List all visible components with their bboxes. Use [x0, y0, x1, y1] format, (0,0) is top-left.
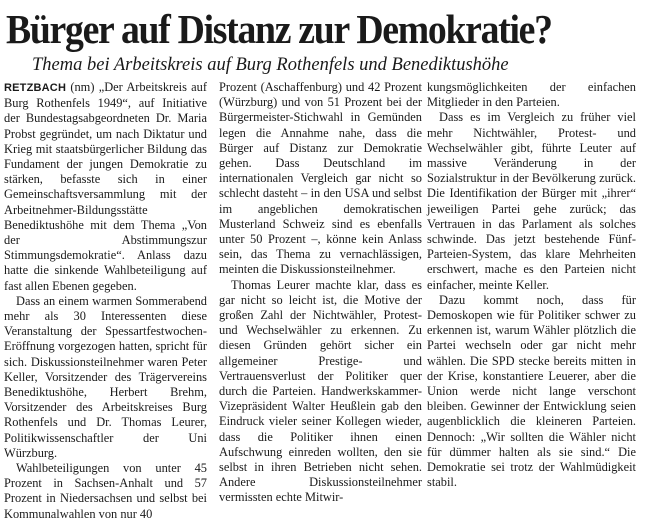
article-paragraph: [4, 80, 207, 294]
article-column-3: [427, 80, 636, 490]
article-headline: Bürger auf Distanz zur Demokratie?: [6, 6, 552, 52]
article-paragraph: Dazu kommt noch, dass für Demoskopen wie für Politiker schwer zu erkennen ist, warum Wähler plötzlich die Partei wechseln oder gar nicht mehr wählen. Die SPD stecke bereits mitten in der Krise, konstantiere Leuerer, aber die Union werde nicht lange verschont bleiben. Gewinner der Entwicklung seien augenblicklich die kleineren Parteien. Dennoch: „Wir sollten die Wähler nicht für dümmer halten als sie sind.“ Die Demokratie sei trotz der Wahlmüdigkeit stabil.: [427, 292, 636, 490]
article-paragraph: Prozent (Aschaffenburg) und 42 Prozent (Würzburg) und von 51 Prozent bei der Bürgermeister-Stichwahl in Gemünden legen die Annahme nahe, dass die Bürger auf Distanz zur Demokratie gehen. Dass Deutschland im internationalen Vergleich gar nicht so schlecht dasteht – in den USA und selbst im angeblichen demokratischen Musterland Schweiz sind es ebenfalls unter 50 Prozent –, könne kein Anlass sein, das Thema zu vernachlässigen, meinten die Diskussionsteilnehmer.: [219, 80, 422, 277]
article-paragraph: Dass es im Vergleich zu früher viel mehr Nichtwähler, Protest- und Wechselwähler gibt, führte Leuter auf massive Veränderung in der Sozialstruktur in der Bevölkerung zurück. Die Identifikation der Bürger mit „ihrer“ jeweiligen Partei gehe zurück; das Vertrauen in das Parlament als solches schwinde. Das jetzt bestehende Fünf-Parteien-System, das klare Mehrheiten erschwert, mache es den Parteien nicht einfacher, meinte Keller.: [427, 110, 636, 292]
dateline: RETZBACH: [4, 82, 67, 94]
article-paragraph: Wahlbeteiligungen von unter 45 Prozent in Sachsen-Anhalt und 57 Prozent in Niedersachsen und selbst bei Kommunalwahlen von nur 40: [4, 461, 207, 521]
article-subheadline: Thema bei Arbeitskreis auf Burg Rothenfels und Benediktushöhe: [32, 55, 509, 75]
article-paragraph: Thomas Leurer machte klar, dass es gar nicht so leicht ist, die Motive der großen Zahl der Nichtwähler, Protest- und Wechselwähler zu erkennen. Zu diesen Gründen gehört sicher ein allgemeiner Prestige- und Vertrauensverlust der Politiker quer durch die Parteien. Handwerkskammer-Vizepräsident Walter Heußlein gab den Eindruck vieler seiner Kollegen wieder, dass die Politiker ihnen einen Aufschwung einreden wollten, den sie selbst in ihren Betrieben nicht sehen. Andere Diskussionsteilnehmer vermissten echte Mitwir-: [219, 277, 422, 505]
article-column-2: [219, 80, 422, 506]
paragraph-text: „Der Arbeitskreis auf Burg Rothenfels 1949“, auf Initiative der Bundestagsabgeordneten Dr. Maria Probst gegründet, um nach Diktatur und Krieg mit staatsbürgerlicher Bildung das Fundament der jungen Demokratie zu stärken, befasste sich in einer Gemeinschaftsversammlung mit der Arbeitnehmer-Bildungsstätte Benediktushöhe mit dem Thema „Von der Abstimmungszur Stimmungsdemokratie“. Anlass dazu hatte die sinkende Wahlbeteiligung auf fast allen Ebenen gegeben.: [4, 80, 207, 293]
article-paragraph: Dass an einem warmen Sommerabend mehr als 30 Interessenten diese Veranstaltung der Spessartfestwochen-Eröffnung vorgezogen hatten, spricht für sich. Diskussionsteilnehmer waren Peter Keller, Vorsitzender des Trägervereins Benediktushöhe, Herbert Brehm, Vorsitzender des Arbeitskreises Burg Rothenfels und Dr. Thomas Leurer, Politikwissenschaftler der Uni Würzburg.: [4, 293, 207, 460]
author-abbreviation: (nm): [70, 80, 95, 94]
article-column-1: [4, 80, 207, 522]
article-paragraph: kungsmöglichkeiten der einfachen Mitglieder in den Parteien.: [427, 80, 636, 110]
